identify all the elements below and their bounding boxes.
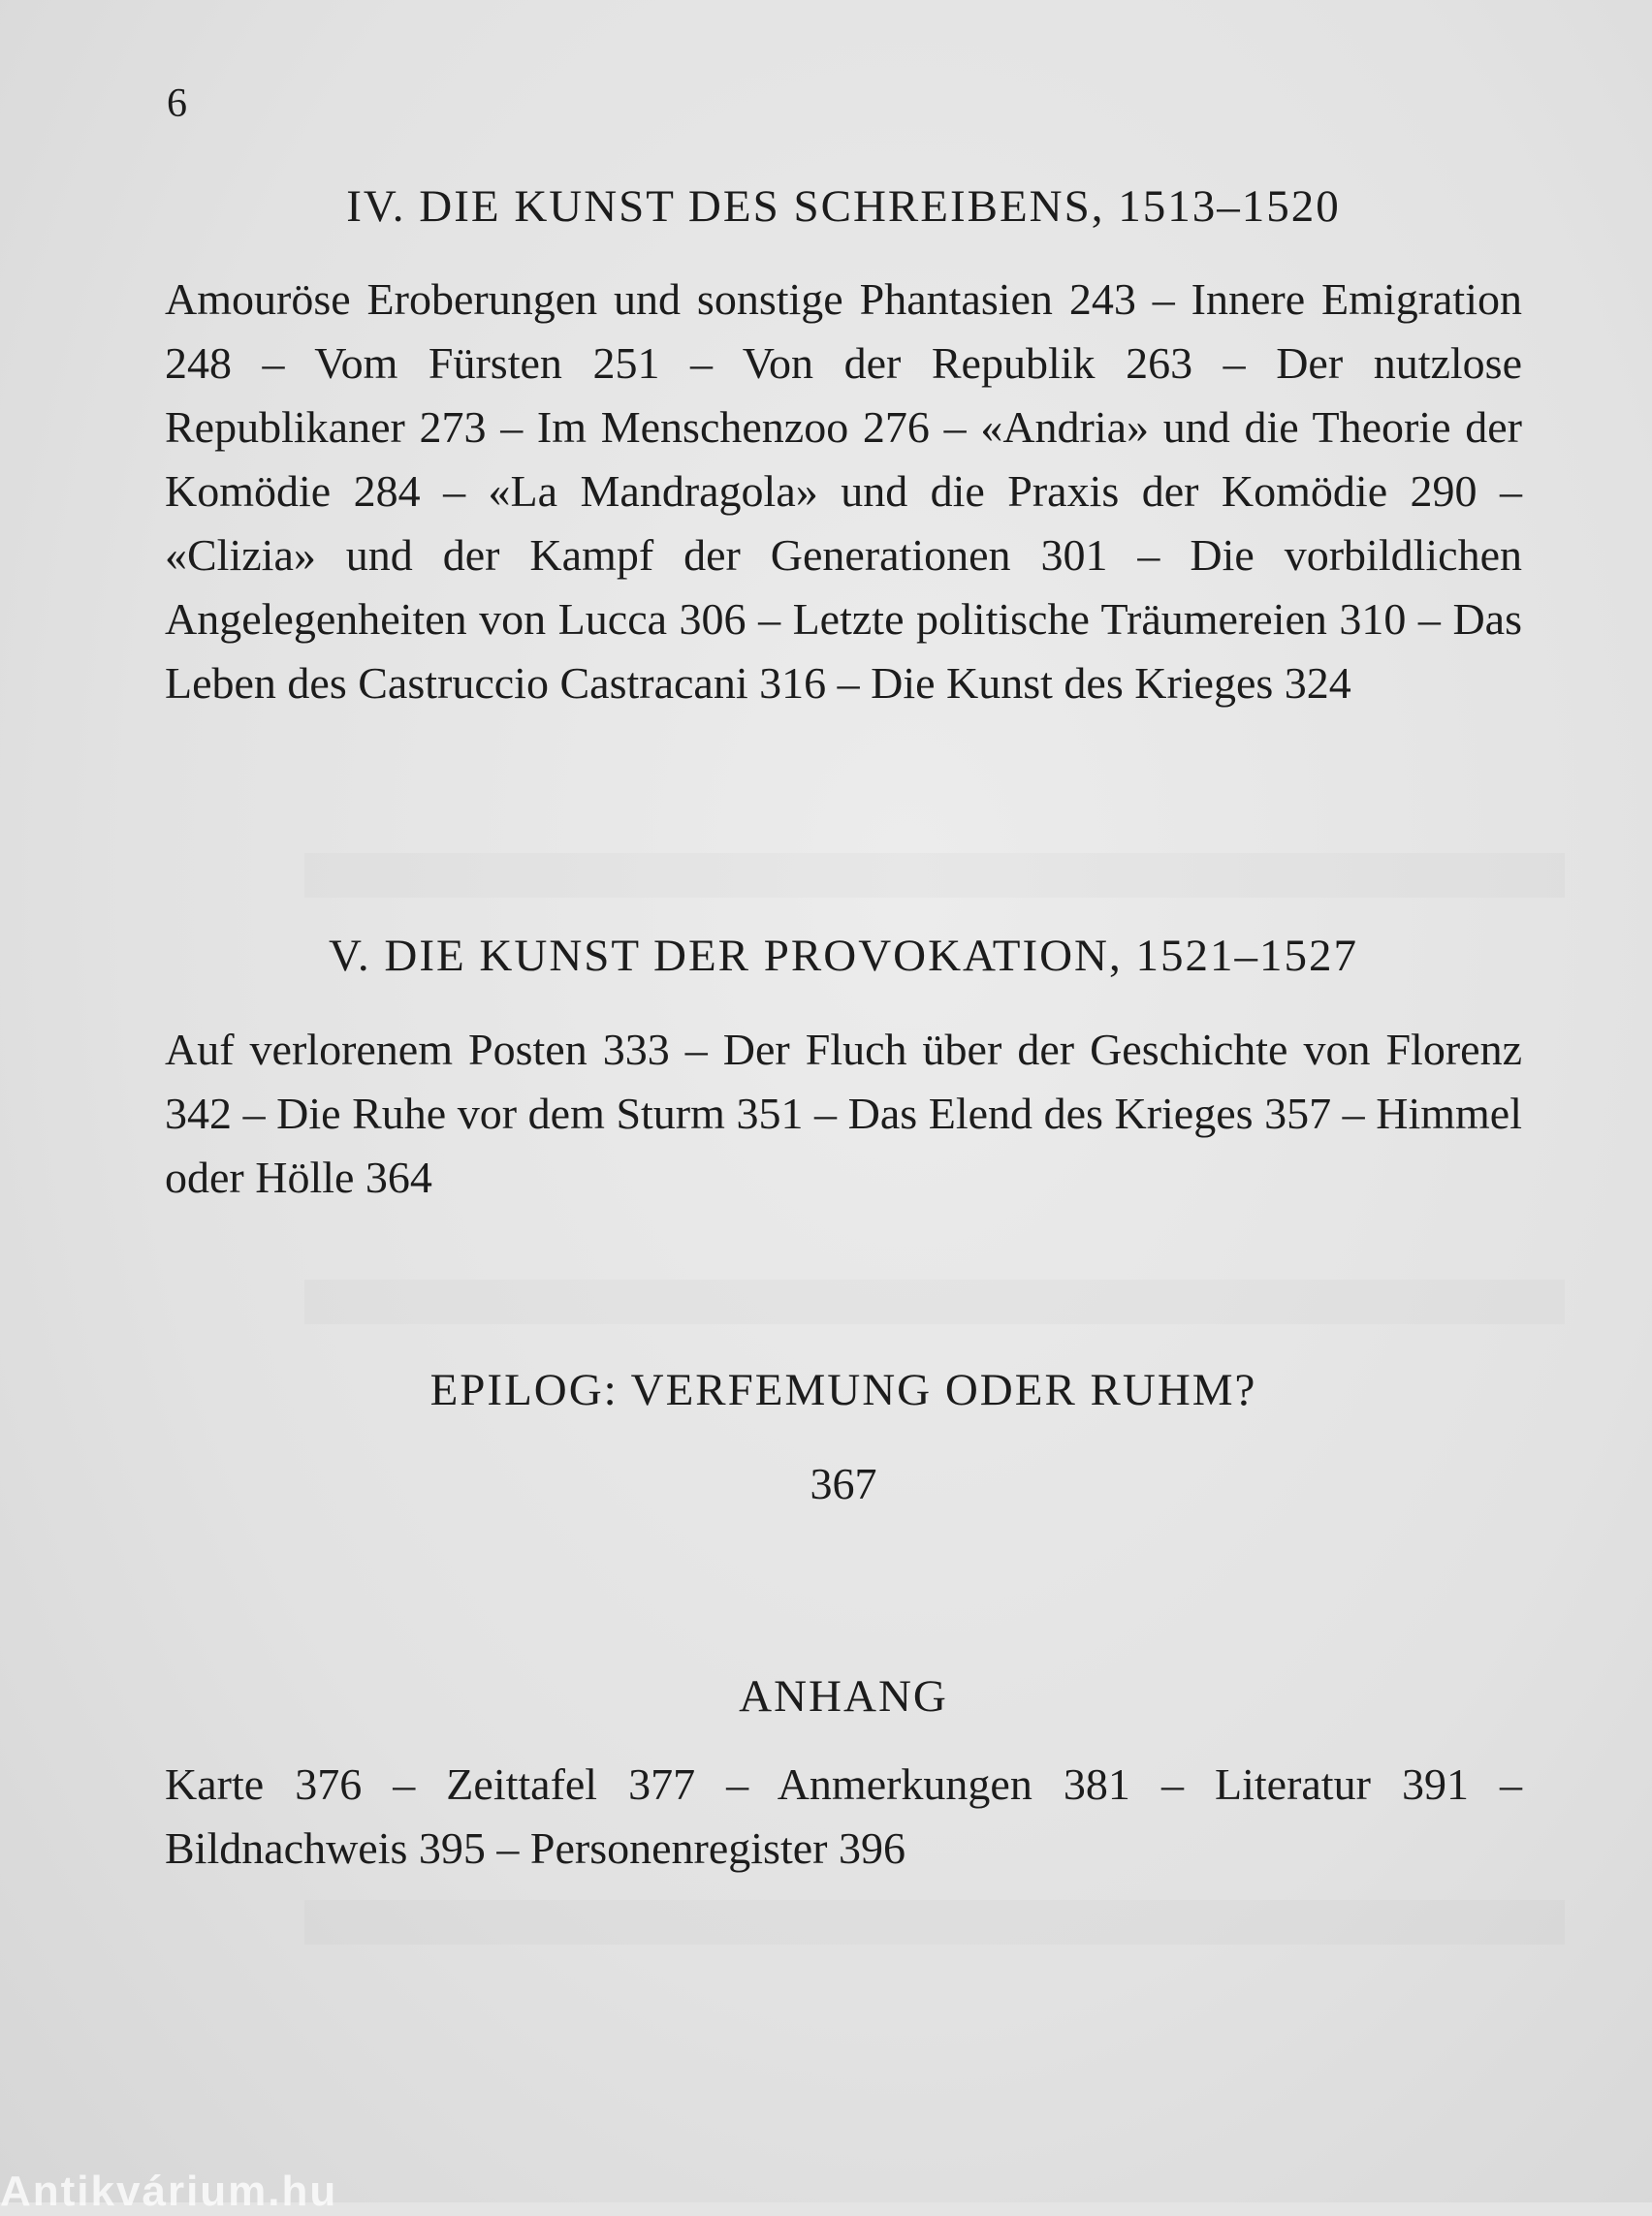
section-body-iv: Amouröse Eroberungen und sonstige Phantasien 243 – Innere Emigration 248 – Vom Fürsten 251 – Von der Republik 263 – Der nutzlose Republikaner 273 – Im Menschenzoo 276 – «Andria» und die Theorie der Komödie 284 – «La Mandragola» und die Praxis der Komödie 290 – «Clizia» und der Kampf der Generationen 301 – Die vorbildlichen Angelegenheiten von Lucca 306 – Letzte politische Träumereien 310 – Das Leben des Castruccio Castracani 316 – Die Kunst des Krieges 324 xyxy=(165,274,1522,708)
section-body-v: Auf verlorenem Posten 333 – Der Fluch über der Geschichte von Florenz 342 – Die Ruhe vor dem Sturm 351 – Das Elend des Krieges 357 – Himmel oder Hölle 364 xyxy=(165,1025,1522,1202)
watermark-logo: Antikvárium.hu xyxy=(0,2168,338,2215)
section-body-anhang: Karte 376 – Zeittafel 377 – Anmerkungen 381 – Literatur 391 – Bildnachweis 395 – Personenregister 396 xyxy=(165,1759,1522,1873)
section-title-epilog: EPILOG: VERFEMUNG ODER RUHM? xyxy=(429,1365,1257,1415)
section-title-v: V. DIE KUNST DER PROVOKATION, 1521–1527 xyxy=(329,931,1358,981)
section-title-iv: IV. DIE KUNST DES SCHREIBENS, 1513–1520 xyxy=(346,181,1341,232)
bleed-through-band xyxy=(304,1900,1565,1945)
epilog-page-number: 367 xyxy=(810,1459,877,1508)
page-number: 6 xyxy=(167,81,187,126)
section-title-anhang: ANHANG xyxy=(739,1671,948,1722)
bleed-through-band xyxy=(304,1280,1565,1324)
bleed-through-band xyxy=(304,853,1565,898)
